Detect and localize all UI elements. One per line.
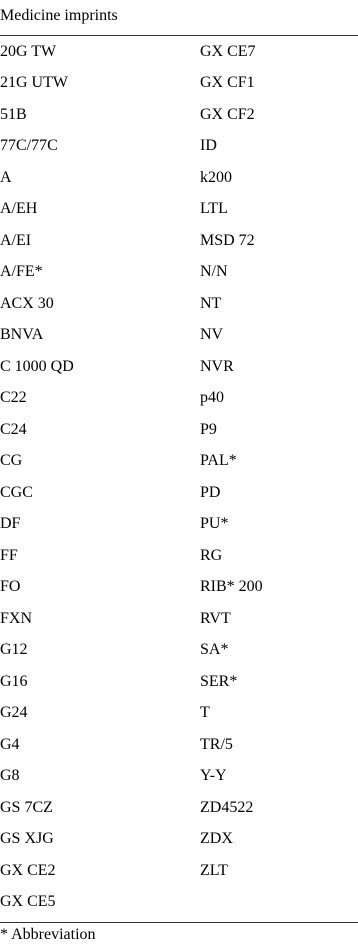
- imprint-cell-left: A: [0, 168, 12, 186]
- imprint-cell-right: NT: [200, 294, 222, 312]
- imprint-cell-left: 51B: [0, 105, 27, 123]
- table-row: [0, 729, 358, 761]
- imprint-cell-right: NV: [200, 326, 224, 344]
- imprint-cell-right: ID: [200, 137, 217, 155]
- table-row: [0, 257, 358, 289]
- imprint-cell-left: 21G UTW: [0, 74, 68, 92]
- imprint-cell-left: C22: [0, 389, 27, 407]
- imprint-cell-right: PAL*: [200, 452, 237, 470]
- table-row: [0, 824, 358, 856]
- table-row: [0, 225, 358, 257]
- imprint-cell-right: LTL: [200, 200, 228, 218]
- imprint-cell-left: FXN: [0, 609, 33, 627]
- imprint-cell-left: FO: [0, 578, 21, 596]
- table-row: [0, 855, 358, 887]
- imprint-cell-left: C 1000 QD: [0, 357, 74, 375]
- imprint-cell-left: GX CE2: [0, 861, 56, 879]
- imprint-cell-left: CGC: [0, 483, 33, 501]
- imprint-cell-right: GX CF1: [200, 74, 255, 92]
- imprint-cell-left: GS 7CZ: [0, 798, 53, 816]
- imprints-table: [0, 36, 358, 918]
- imprint-cell-left: C24: [0, 420, 27, 438]
- imprint-cell-left: 20G TW: [0, 42, 57, 60]
- table-row: [0, 761, 358, 793]
- imprint-cell-right: RG: [200, 546, 223, 564]
- table-row: [0, 383, 358, 415]
- table-row: [0, 572, 358, 604]
- imprint-cell-right: SA*: [200, 641, 229, 659]
- imprints-table-body: [0, 36, 358, 918]
- table-row: [0, 36, 358, 68]
- imprint-cell-right: GX CE7: [200, 42, 256, 60]
- table-row: [0, 792, 358, 824]
- table-title: Medicine imprints: [0, 0, 358, 36]
- table-row: [0, 162, 358, 194]
- table-row: [0, 99, 358, 131]
- imprint-cell-right: PD: [200, 483, 221, 501]
- imprint-cell-left: GS XJG: [0, 830, 54, 848]
- table-row: [0, 288, 358, 320]
- imprint-cell-left: FF: [0, 546, 18, 564]
- imprint-cell-right: TR/5: [200, 735, 233, 753]
- table-row: [0, 603, 358, 635]
- table-row: [0, 635, 358, 667]
- imprint-cell-left: BNVA: [0, 326, 44, 344]
- imprint-cell-left: G16: [0, 672, 28, 690]
- imprint-cell-right: SER*: [200, 672, 238, 690]
- imprint-cell-right: k200: [200, 168, 232, 186]
- table-row: [0, 698, 358, 730]
- imprint-cell-left: DF: [0, 515, 21, 533]
- imprint-cell-left: G12: [0, 641, 28, 659]
- table-row: [0, 68, 358, 100]
- imprint-cell-right: T: [200, 704, 210, 722]
- imprint-cell-right: Y-Y: [200, 767, 227, 785]
- imprint-cell-right: P9: [200, 420, 217, 438]
- table-row: [0, 414, 358, 446]
- imprint-cell-right: RIB* 200: [200, 578, 263, 596]
- imprint-cell-left: ACX 30: [0, 294, 54, 312]
- table-row: [0, 351, 358, 383]
- table-row: [0, 666, 358, 698]
- imprint-cell-right: NVR: [200, 357, 234, 375]
- imprint-cell-right: GX CF2: [200, 105, 255, 123]
- imprint-cell-left: A/FE*: [0, 263, 43, 281]
- imprint-cell-left: CG: [0, 452, 23, 470]
- imprint-cell-right: PU*: [200, 515, 229, 533]
- imprint-cell-right: p40: [200, 389, 224, 407]
- table-row: [0, 509, 358, 541]
- table-row: [0, 320, 358, 352]
- table-row: [0, 540, 358, 572]
- imprint-cell-left: GX CE5: [0, 893, 56, 911]
- imprint-cell-right: ZLT: [200, 861, 228, 879]
- imprint-cell-right: ZDX: [200, 830, 233, 848]
- table-row: [0, 887, 358, 919]
- imprint-cell-right: N/N: [200, 263, 228, 281]
- table-row: [0, 131, 358, 163]
- imprint-cell-right: MSD 72: [200, 231, 255, 249]
- imprint-cell-left: G8: [0, 767, 20, 785]
- imprint-cell-left: A/EH: [0, 200, 38, 218]
- imprint-cell-left: G4: [0, 735, 20, 753]
- table-row: [0, 194, 358, 226]
- imprint-cell-left: 77C/77C: [0, 137, 58, 155]
- imprint-cell-right: ZD4522: [200, 798, 254, 816]
- imprint-cell-left: G24: [0, 704, 28, 722]
- table-footnote: * Abbreviation: [0, 926, 96, 943]
- imprint-cell-right: [200, 887, 358, 919]
- imprint-cell-right: RVT: [200, 609, 231, 627]
- table-row: [0, 446, 358, 478]
- table-row: [0, 477, 358, 509]
- imprint-cell-left: A/EI: [0, 231, 32, 249]
